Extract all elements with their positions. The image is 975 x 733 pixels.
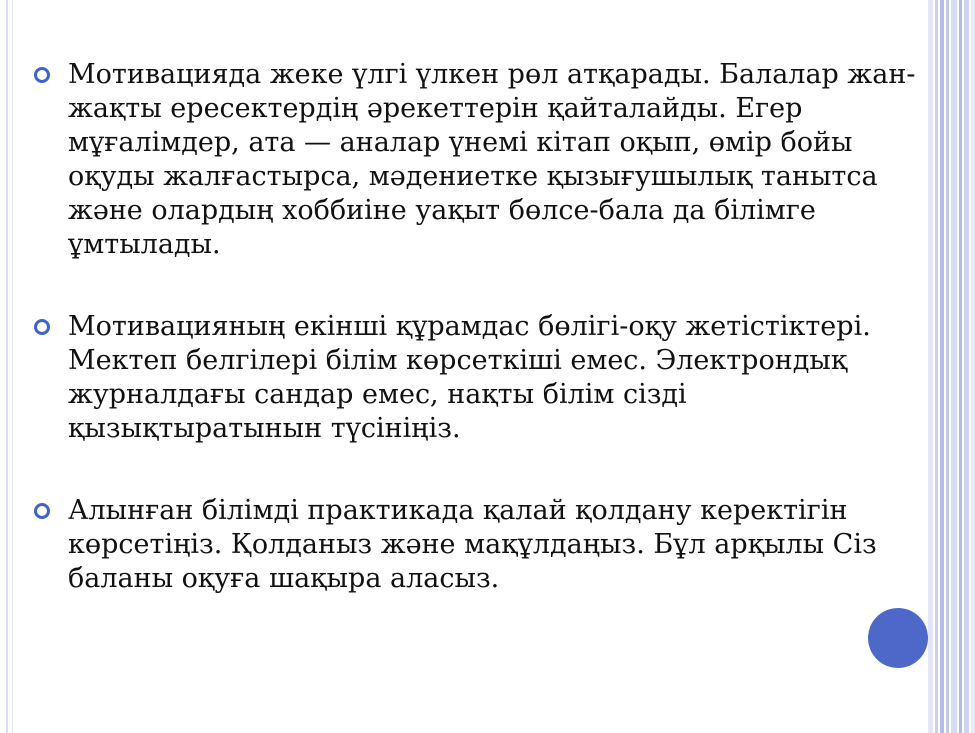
bullet-ring-icon	[34, 319, 50, 335]
stripe	[935, 0, 938, 733]
bullet-item	[38, 58, 918, 262]
left-border-line-inner	[12, 0, 13, 733]
bullet-ring-icon	[34, 67, 50, 83]
stripe	[964, 0, 969, 733]
stripe	[940, 0, 944, 733]
left-border-line	[6, 0, 8, 733]
bullet-text: Мотивацияда жеке үлгі үлкен рөл атқарады. Балалар жан-жақты ересектердің әрекеттерін қайталайды. Егер мұғалімдер, ата — аналар үнемі кітап оқып, өмір бойы оқуды жалғастырса, мәдениетке қызығушылық танытса және олардың хоббиіне уақыт бөлсе-бала да білімге ұмтылады.	[68, 59, 916, 260]
bullet-item	[38, 494, 918, 596]
stripe	[951, 0, 957, 733]
bullet-text: Алынған білімді практикада қалай қолдану керектігін көрсетіңіз. Қолданыз және мақұлдаңыз. Бұл арқылы Сіз баланы оқуға шақыра аласыз.	[68, 495, 877, 594]
bullet-text: Мотивацияның екінші құрамдас бөлігі-оқу жетістіктері. Мектеп белгілері білім көрсеткіші емес. Электрондық журналдағы сандар емес, нақты білім сізді қызықтыратынын түсініңіз.	[68, 311, 871, 444]
stripe	[928, 0, 933, 733]
bullet-item	[38, 310, 918, 446]
slide-content	[38, 58, 918, 644]
bullet-ring-icon	[34, 503, 50, 519]
right-decorative-stripes	[928, 0, 975, 733]
stripe	[971, 0, 975, 733]
stripe	[946, 0, 949, 733]
stripe	[959, 0, 962, 733]
